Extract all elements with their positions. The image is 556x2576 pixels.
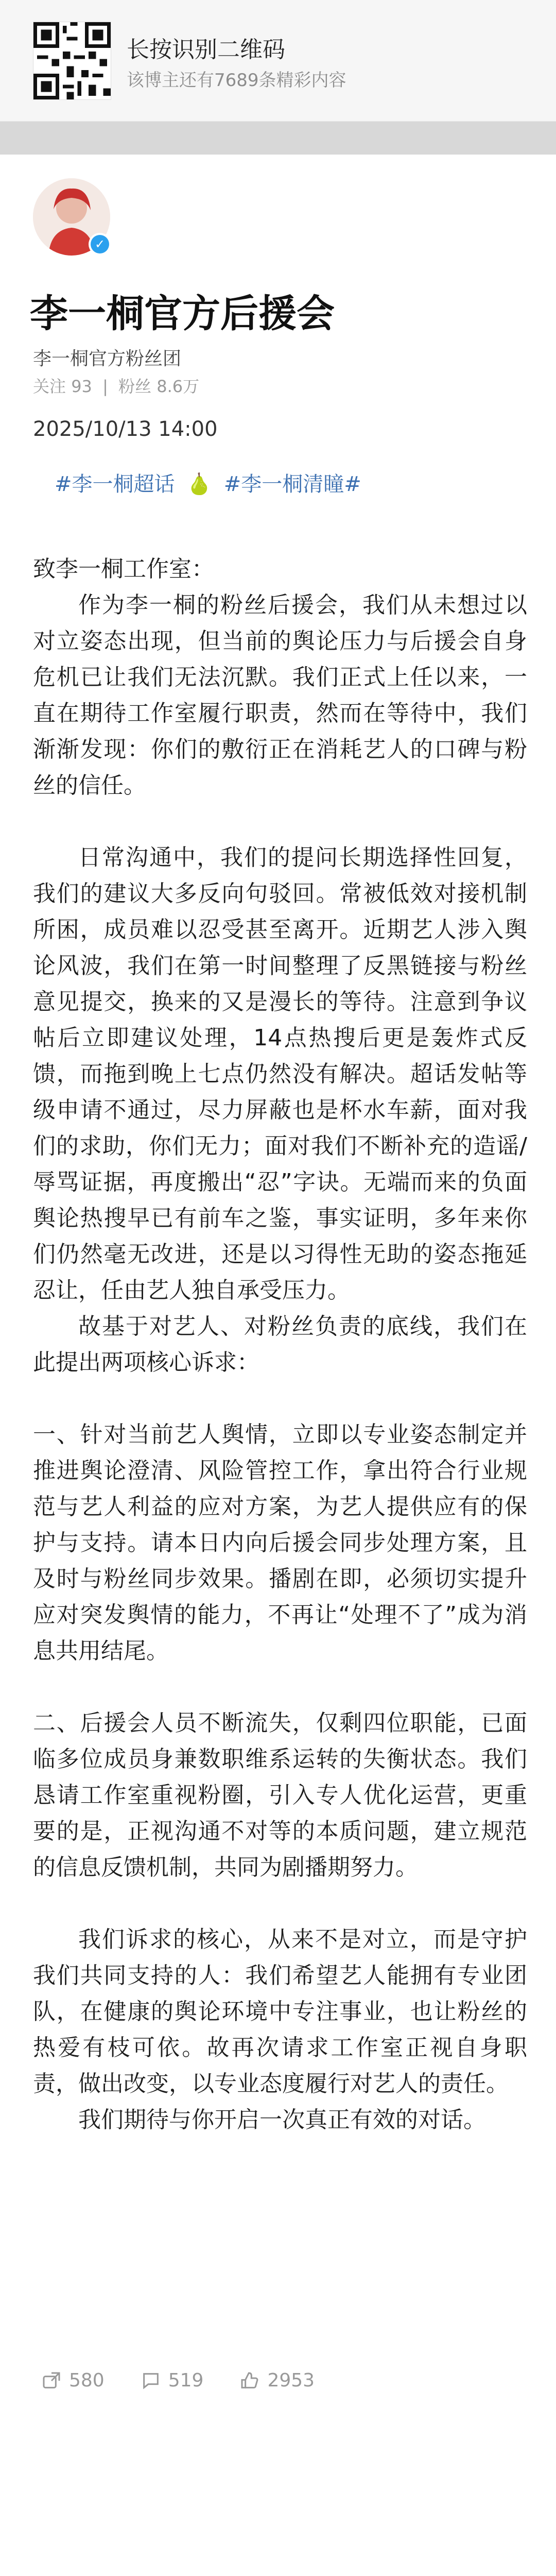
top-banner-subtitle: 该博主还有7689条精彩内容 xyxy=(127,70,346,91)
verified-badge-icon: ✓ xyxy=(89,233,111,256)
salutation: 致李一桐工作室： xyxy=(33,556,214,582)
following-label: 关注 xyxy=(33,377,66,396)
post-body xyxy=(33,551,527,2138)
like-count: 2953 xyxy=(267,2370,315,2391)
comment-count: 519 xyxy=(168,2370,204,2391)
thumbs-up-icon xyxy=(239,2370,260,2391)
post-date: 2025/10/13 14:00 xyxy=(33,417,218,441)
account-name[interactable]: 李一桐官方后援会 xyxy=(30,292,335,336)
hashtag-link[interactable]: #李一桐清瞳# xyxy=(223,472,361,496)
post-actions xyxy=(41,2370,315,2391)
comment-button[interactable] xyxy=(141,2370,204,2391)
comment-icon xyxy=(141,2370,161,2391)
account-stats xyxy=(33,374,199,397)
post-card xyxy=(0,155,556,2576)
followers-count: 8.6万 xyxy=(157,377,200,396)
paragraph: 一、针对当前艺人舆情，立即以专业姿态制定并推进舆论澄清、风险管控工作，拿出符合行业规范与艺人利益的应对方案，为艺人提供应有的保护与支持。请本日内向后援会同步处理方案，且及时与粉丝同步效果。播剧在即，必须切实提升应对突发舆情的能力，不再让“处理不了”成为消息共用结尾。 xyxy=(33,1421,527,1664)
share-icon xyxy=(41,2370,62,2391)
post-tags xyxy=(55,468,361,497)
account-description: 李一桐官方粉丝团 xyxy=(33,348,182,369)
paragraph: 作为李一桐的粉丝后援会，我们从未想过以对立姿态出现，但当前的舆论压力与后援会自身危机已让我们无法沉默。我们正式上任以来，一直在期待工作室履行职责，然而在等待中，我们渐渐发现：你们的敷衍正在消耗艺人的口碑与粉丝的信任。 xyxy=(33,592,527,799)
paragraph: 故基于对艺人、对粉丝负责的底线，我们在此提出两项核心诉求： xyxy=(33,1313,527,1376)
paragraph: 二、后援会人员不断流失，仅剩四位职能，已面临多位成员身兼数职维系运转的失衡状态。我们恳请工作室重视粉圈，引入专人优化运营，更重要的是，正视沟通不对等的本质问题，建立规范的信息反馈机制，共同为剧播期努力。 xyxy=(33,1710,527,1880)
pear-icon: 🍐 xyxy=(186,472,213,496)
stats-divider: | xyxy=(102,377,108,396)
share-count: 580 xyxy=(69,2370,105,2391)
paragraph: 日常沟通中，我们的提问长期选择性回复，我们的建议大多反向句驳回。常被低效对接机制所困，成员难以忍受甚至离开。近期艺人涉入舆论风波，我们在第一时间整理了反黑链接与粉丝意见提交，换来的又是漫长的等待。注意到争议帖后立即建议处理，14点热搜后更是轰炸式反馈，而拖到晚上七点仍然没有解决。超话发帖等级申请不通过，尽力屏蔽也是杯水车薪，面对我们的求助，你们无力；面对我们不断补充的造谣/辱骂证据，再度搬出“忍”字诀。无端而来的负面舆论热搜早已有前车之鉴，事实证明，多年来你们仍然毫无改进，还是以习得性无助的姿态拖延忍让，任由艺人独自承受压力。 xyxy=(33,844,527,1303)
paragraph: 我们诉求的核心，从来不是对立，而是守护我们共同支持的人：我们希望艺人能拥有专业团队，在健康的舆论环境中专注事业，也让粉丝的热爱有枝可依。故再次请求工作室正视自身职责，做出改变，以专业态度履行对艺人的责任。 xyxy=(33,1926,527,2097)
top-qr-banner[interactable] xyxy=(0,0,556,122)
super-topic-link[interactable]: #李一桐超话 xyxy=(55,472,175,496)
following-count: 93 xyxy=(71,377,92,396)
paragraph: 我们期待与你开启一次真正有效的对话。 xyxy=(78,2107,486,2133)
qr-code-icon xyxy=(33,22,111,100)
top-banner-title: 长按识别二维码 xyxy=(127,37,285,63)
share-button[interactable] xyxy=(41,2370,105,2391)
followers-label: 粉丝 xyxy=(118,377,152,396)
like-button[interactable] xyxy=(239,2370,315,2391)
